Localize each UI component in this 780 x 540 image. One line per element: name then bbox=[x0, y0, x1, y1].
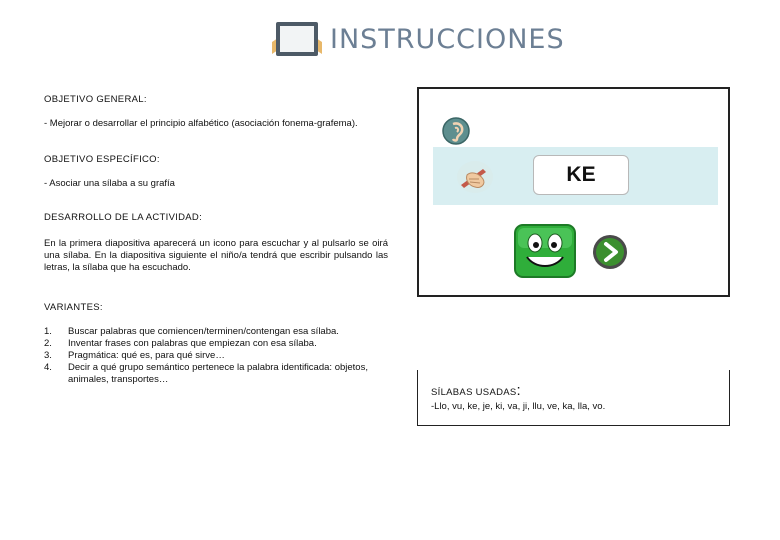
list-item bbox=[44, 350, 392, 362]
objetivo-general-text: - Mejorar o desarrollar el principio alfabético (asociación fonema-grafema). bbox=[44, 118, 358, 129]
list-item bbox=[44, 362, 392, 386]
objetivo-general-heading: OBJETIVO GENERAL: bbox=[44, 94, 147, 105]
list-item-text: Pragmática: qué es, para qué sirve… bbox=[68, 350, 225, 361]
silabas-usadas-label: SÍLABAS USADAS bbox=[431, 387, 517, 398]
variantes-heading: VARIANTES: bbox=[44, 302, 103, 313]
list-item-text: Decir a qué grupo semántico pertenece la palabra identificada: objetos, animales, transportes… bbox=[68, 362, 368, 385]
slide-frame-icon bbox=[270, 20, 324, 60]
list-item bbox=[44, 338, 392, 350]
page-header bbox=[270, 20, 590, 60]
list-item-text: Inventar frases con palabras que empiezan con esa sílaba. bbox=[68, 338, 317, 349]
ear-icon[interactable] bbox=[441, 116, 471, 146]
desarrollo-heading: DESARROLLO DE LA ACTIVIDAD: bbox=[44, 212, 203, 223]
silabas-box-border bbox=[417, 370, 730, 426]
objetivo-especifico-text: - Asociar una sílaba a su grafía bbox=[44, 178, 175, 189]
list-item-number: 4. bbox=[44, 362, 52, 373]
silabas-usadas-list: -Llo, vu, ke, je, ki, va, ji, llu, ve, ka, lla, vo. bbox=[431, 401, 606, 412]
smiley-face-icon[interactable] bbox=[513, 223, 577, 279]
desarrollo-text: En la primera diapositiva aparecerá un icono para escuchar y al pulsarlo se oirá una sílaba. En la diapositiva siguiente el niño/a tendrá que escribir pulsando las letras, la sílaba que ha escuchado. bbox=[44, 238, 388, 273]
list-item-number: 3. bbox=[44, 350, 52, 361]
writing-hand-icon[interactable] bbox=[455, 159, 495, 195]
syllable-answer-box[interactable]: KE bbox=[533, 155, 629, 195]
list-item-number: 1. bbox=[44, 326, 52, 337]
variantes-list bbox=[44, 326, 392, 386]
slide-preview bbox=[417, 87, 730, 297]
list-item bbox=[44, 326, 392, 338]
list-item-text: Buscar palabras que comiencen/terminen/contengan esa sílaba. bbox=[68, 326, 339, 337]
list-item-number: 2. bbox=[44, 338, 52, 349]
objetivo-especifico-heading: OBJETIVO ESPECÍFICO: bbox=[44, 154, 160, 165]
silabas-usadas-colon: : bbox=[516, 382, 521, 399]
next-arrow-icon[interactable] bbox=[591, 233, 629, 271]
page-title: INSTRUCCIONES bbox=[330, 24, 565, 55]
